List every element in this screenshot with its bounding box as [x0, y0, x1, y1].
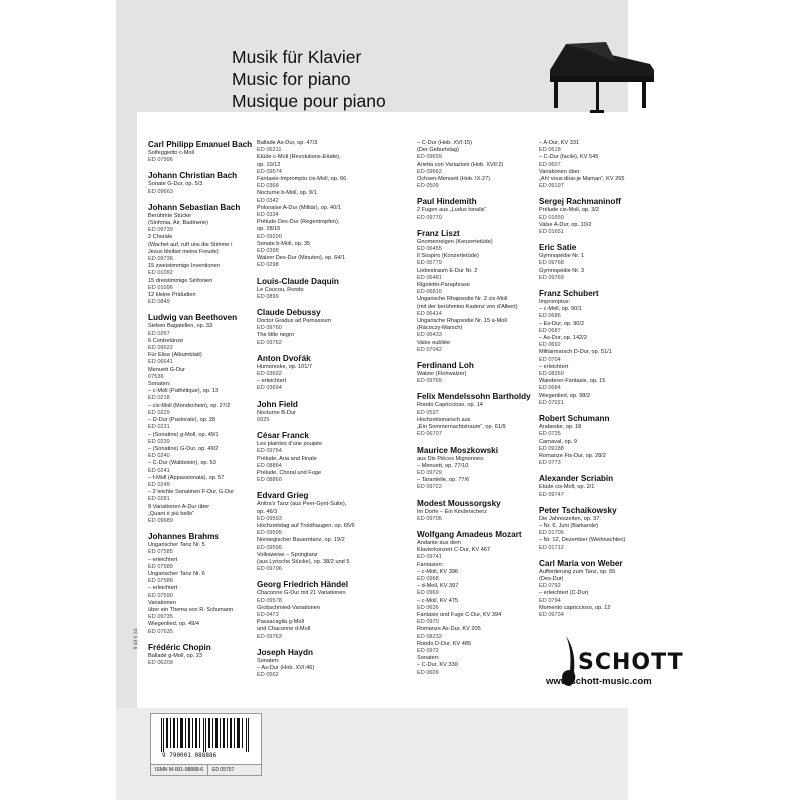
catalog-entry — [257, 354, 407, 393]
work-title: – erleichtert — [148, 585, 178, 592]
work-title: „Ah! vous dirai-je Maman“, KV 265 — [539, 176, 625, 183]
edition-code: ED 0684 — [539, 385, 561, 392]
work-title: Valse A-Dur, op. 10/2 — [539, 221, 592, 228]
composer-name: Johann Christian Bach — [148, 171, 238, 181]
work-title: Fantasie und Fuge C-Dur, KV 394 — [417, 611, 502, 618]
work-title: Chaconne G-Dur mit 21 Variationen — [257, 590, 346, 597]
edition-code: ED 09741 — [417, 554, 442, 561]
catalog-column-2 — [257, 140, 407, 686]
composer-name: César Franck — [257, 431, 309, 441]
work-title: op. 28/15 — [257, 226, 281, 233]
work-title: (aus Lyrische Stücke), op. 38/2 und 5 — [257, 558, 350, 565]
edition-code: ED 0298 — [257, 262, 279, 269]
catalog-entry — [539, 559, 669, 619]
composer-name: John Field — [257, 399, 298, 409]
work-title: Ballade As-Dur, op. 47/3 — [257, 140, 318, 146]
work-title: Sonaten: — [148, 381, 171, 388]
work-title: – c-Moll (Pathétique), op. 13 — [148, 388, 219, 395]
work-title: Ochsen-Menuett (Hob. IX:27) — [417, 176, 491, 183]
work-title: Menuett G-Dur — [148, 366, 185, 373]
edition-code: ED 0342 — [257, 197, 279, 204]
work-title: The little negro — [257, 332, 295, 339]
work-title: – f-Moll (Appassionata), op. 57 — [148, 474, 225, 481]
work-title: Le Coucou, Rondo — [257, 286, 304, 293]
work-title: – Es-Dur, op. 90/2 — [539, 320, 585, 327]
work-title: – Nr. 6, Juni (Barkarole) — [539, 522, 599, 529]
edition-code: ED 09595 — [257, 530, 282, 537]
edition-code: ED 0725 — [539, 431, 561, 438]
work-title: Ungarische Rhapsodie Nr. 15 a-Moll — [417, 318, 507, 325]
work-title: Prélude, Choral und Fuge — [257, 469, 322, 476]
work-title: Romanze Fis-Dur, op. 28/2 — [539, 452, 606, 459]
work-title: Ungarischer Tanz Nr. 6 — [148, 570, 205, 577]
edition-code: ED 09770 — [417, 214, 442, 221]
edition-code: ED 09729 — [417, 469, 442, 476]
work-title: Etüde cis-Moll, op. 2/1 — [539, 484, 595, 491]
composer-name: Wolfgang Amadeus Mozart — [417, 529, 522, 539]
work-title: – 2 leichte Sonatinen F-Dur, G-Dur — [148, 489, 235, 496]
work-title: Nocturne B-Dur — [257, 409, 296, 416]
work-title: – C-Dur (Hob. XVI:15) — [417, 140, 473, 146]
composer-name: Franz Schubert — [539, 289, 599, 299]
edition-code: ED 07021 — [539, 399, 564, 406]
work-title: – c-Moll, KV 475 — [417, 597, 459, 604]
catalog-entry — [539, 506, 669, 552]
edition-code: ED 03692 — [257, 371, 282, 378]
composer-name: Alexander Scriabin — [539, 474, 614, 484]
catalog-column-4 — [539, 140, 669, 626]
work-title: Gymnopédie Nr. 1 — [539, 253, 585, 260]
edition-code: ED 03694 — [257, 385, 282, 392]
work-title: Gymnopédie Nr. 3 — [539, 267, 585, 274]
work-title: – Nr. 12, Dezember (Weihnachten) — [539, 537, 626, 544]
edition-code: ED 01651 — [539, 229, 564, 236]
work-title: Gnomenreigen (Konzertetüde) — [417, 238, 493, 245]
work-title: und Chaconne d-Moll — [257, 626, 311, 633]
edition-code: ED 0686 — [539, 313, 561, 320]
work-title: Polonaise A-Dur (Militär), op. 40/1 — [257, 204, 341, 211]
work-title: Fantasien: — [417, 561, 444, 568]
publisher-url: www.schott-music.com — [546, 676, 652, 687]
work-title: (Des-Dur) — [539, 575, 564, 582]
work-title: Prélude cis-Moll, op. 3/2 — [539, 207, 600, 214]
edition-code: ED 0972 — [417, 647, 439, 654]
edition-code: ED 0704 — [539, 356, 561, 363]
work-title: Romanze As-Dur, KV 205 — [417, 626, 481, 633]
edition-code: ED 0218 — [148, 395, 170, 402]
edition-code: ED 07585 — [148, 549, 173, 556]
edition-code: ED 06707 — [417, 431, 442, 438]
composer-name: Maurice Moszkowski — [417, 445, 498, 455]
edition-code: ED 0899 — [257, 293, 279, 300]
catalog-entry — [257, 400, 407, 424]
work-title: – As-Dur, op. 142/2 — [539, 335, 587, 342]
work-title: Hochzeitstag auf Troldhaugen, op. 65/6 — [257, 522, 355, 529]
edition-code: ED 09593 — [257, 515, 282, 522]
work-title: Fantasie-Impromptu cis-Moll, op. 66 — [257, 176, 347, 183]
edition-code: ED 09706 — [257, 566, 282, 573]
catalog-entry — [539, 197, 669, 236]
edition-code: ED 09763 — [257, 633, 282, 640]
composer-name: Robert Schumann — [539, 414, 610, 424]
edition-code: ED 0368 — [257, 183, 279, 190]
work-title: Sonate G-Dur, op. 5/3 — [148, 181, 203, 188]
work-title: – A-Dur, KV 331 — [539, 140, 580, 146]
composer-name: Peter Tschaikowsky — [539, 505, 617, 515]
edition-code: ED 06211 — [257, 147, 282, 154]
work-title: Impromptus: — [539, 299, 571, 306]
work-title: – D-Dur (Pastorale), op. 28 — [148, 417, 216, 424]
work-title: (mit der berühmten Kadenz von d'Albert) — [417, 303, 518, 310]
edition-code: ED 0970 — [417, 619, 439, 626]
composer-name: Anton Dvořák — [257, 353, 311, 363]
work-title: 12 kleine Präludien — [148, 292, 196, 299]
catalog-entry — [539, 474, 669, 498]
work-title: – C-Dur, KV 330 — [417, 662, 458, 669]
edition-code: ED 06779 — [417, 260, 442, 267]
work-title: Andante aus dem — [417, 539, 461, 546]
work-title: Passacaglia g-Moll — [257, 619, 304, 626]
work-title: 6 Contretänze — [148, 337, 184, 344]
work-title: Rondo D-Dur, KV 485 — [417, 640, 472, 647]
edition-code: ED 08860 — [257, 477, 282, 484]
work-title: – (Sonatine) G-Dur, op. 49/2 — [148, 445, 219, 452]
work-title: – erleichtert — [539, 363, 569, 370]
ismn-row — [150, 765, 262, 776]
catalog-entry — [257, 491, 407, 573]
edition-code: ED 09659 — [417, 154, 442, 161]
work-title: Sonaten: — [417, 655, 440, 662]
work-title: aus Dix Pièces Mignonnes: — [417, 455, 485, 462]
edition-code: ED 07586 — [148, 578, 173, 585]
sideways-code: 9 48 6 34 — [133, 628, 140, 650]
edition-code: ED 0509 — [417, 183, 439, 190]
publisher-name: SCHOTT — [578, 650, 684, 675]
work-title: Norwegischer Bauerntanz, op. 19/2 — [257, 537, 345, 544]
edition-code: ED 0473 — [257, 611, 279, 618]
edition-code: ED 09574 — [257, 168, 282, 175]
work-title: Etüde c-Moll (Revolutions-Etüde), — [257, 154, 341, 161]
edition-code: ED 06433 — [417, 332, 442, 339]
composer-name: Ferdinand Loh — [417, 361, 474, 371]
work-title: Humoreske, op. 101/7 — [257, 363, 313, 370]
work-title: „Quant è più bello“ — [148, 510, 195, 517]
edition-code: ED 07635 — [148, 628, 173, 635]
composer-name: Carl Philipp Emanuel Bach — [148, 140, 253, 149]
work-title: Wanderer-Fantasie, op. 15 — [539, 378, 606, 385]
edition-code: ED 0267 — [148, 330, 170, 337]
edition-code: ED 01650 — [539, 214, 564, 221]
composer-name: Johannes Brahms — [148, 532, 219, 542]
work-title: Walzer (Flohwalzer) — [417, 371, 467, 378]
edition-code: ED 0773 — [539, 460, 561, 467]
catalog-entry — [257, 648, 407, 680]
catalog-entry — [257, 431, 407, 484]
edition-code: ED 0281 — [148, 496, 170, 503]
edition-code: ED 0240 — [148, 453, 170, 460]
edition-code: ED 09197 — [539, 183, 564, 190]
edition-code: ED 0794 — [539, 597, 561, 604]
edition-code: ED 07996 — [148, 157, 173, 164]
edition-code: ED 06641 — [148, 359, 173, 366]
work-title: – d-Moll, KV 397 — [417, 583, 459, 590]
work-title: Jesus bleibet meine Freude) — [148, 248, 219, 255]
edition-code: ED 09760 — [257, 325, 282, 332]
composer-name: Frédéric Chopin — [148, 642, 211, 652]
composer-name: Modest Moussorgsky — [417, 498, 501, 508]
work-title: 2 Choräle — [148, 234, 173, 241]
edition-code: ED 06810 — [417, 289, 442, 296]
edition-code: ED 07042 — [417, 346, 442, 353]
composer-name: Georg Friedrich Händel — [257, 580, 348, 590]
work-title: Rigoletto-Paraphrase — [417, 282, 470, 289]
work-title: op. 10/12 — [257, 161, 281, 168]
edition-code: ED 09200 — [257, 233, 282, 240]
work-title: Les plaintes d'une poupée — [257, 441, 323, 448]
composer-name: Felix Mendelssohn Bartholdy — [417, 392, 531, 402]
edition-code: ED 09188 — [539, 445, 564, 452]
edition-code: ED 0792 — [539, 583, 561, 590]
ismn-label: ISMN M-001-08888-6 — [151, 765, 208, 775]
edition-code: ED 0334 — [257, 212, 279, 219]
edition-code: ED 09705 — [417, 515, 442, 522]
edition-code: 0925 — [257, 416, 270, 423]
composer-name: Edvard Grieg — [257, 491, 309, 501]
work-title: Klavierkonzert C-Dur, KV 467 — [417, 547, 491, 554]
work-title: Liebestraum E-Dur Nr. 2 — [417, 267, 478, 274]
composer-name: Franz Liszt — [417, 228, 460, 238]
title-french: Musique pour piano — [232, 91, 386, 111]
composer-name: Sergej Rachmaninoff — [539, 197, 621, 207]
barcode-bars-icon — [151, 714, 261, 754]
work-title: über ein Thema von R. Schumann — [148, 606, 234, 613]
work-title: Wiegenlied, op. 49/4 — [148, 621, 199, 628]
work-title: Sieben Bagatellen, op. 33 — [148, 323, 213, 330]
edition-code: ED 09578 — [257, 597, 282, 604]
work-title: Ungarische Rhapsodie Nr. 2 cis-Moll — [417, 296, 508, 303]
work-title: 15 zweistimmige Inventionen — [148, 263, 220, 270]
edition-code: ED 06414 — [417, 310, 442, 317]
catalog-entry — [539, 243, 669, 282]
edition-code: ED 0241 — [148, 467, 170, 474]
composer-name: Claude Debussy — [257, 308, 321, 318]
work-title: Im Dorfe – Ein Kinderscherz — [417, 508, 487, 515]
edition-code: ED 09596 — [257, 544, 282, 551]
work-title: (Sinfonia, Air, Badinerie) — [148, 220, 209, 227]
catalog-entry — [257, 140, 407, 270]
edition-code: ED 0849 — [148, 299, 170, 306]
work-title: Hochzeitsmarsch aus — [417, 416, 471, 423]
edition-code: ED 07590 — [148, 592, 173, 599]
work-title: Für Elise (Albumblatt) — [148, 352, 202, 359]
work-title: Prélude, Aria and Finale — [257, 455, 317, 462]
work-title: Wiegenlied, op. 98/2 — [539, 392, 590, 399]
edition-code: ED 09663 — [148, 188, 173, 195]
edition-code: ED 09764 — [257, 448, 282, 455]
left-margin-bar — [116, 112, 140, 712]
work-title: Die Jahreszeiten, op. 37: — [539, 515, 601, 522]
work-title: – c-Moll, KV 396 — [417, 568, 459, 575]
edition-code: ED 09689 — [148, 517, 173, 524]
edition-code: ED 0398 — [257, 248, 279, 255]
work-title: Nocturne b-Moll, op. 9/1 — [257, 190, 317, 197]
edition-code: ED 09739 — [148, 227, 173, 234]
work-title: – Menuett, op. 77/10 — [417, 462, 469, 469]
edition-code: ED 0692 — [539, 342, 561, 349]
work-title: Valse oubliée — [417, 339, 451, 346]
title-english: Music for piano — [232, 69, 351, 89]
edition-code: ED 08260 — [539, 371, 564, 378]
work-title: – erleichtert — [257, 378, 287, 385]
work-title: Ungarischer Tanz Nr. 5 — [148, 542, 205, 549]
edition-code: ED 09765 — [417, 378, 442, 385]
composer-name: Carl Maria von Weber — [539, 558, 623, 568]
work-title: Aufforderung zum Tanz, op. 65 — [539, 568, 616, 575]
composer-name: Johann Sebastian Bach — [148, 202, 241, 212]
work-title: (Der Geburtstag) — [417, 147, 459, 154]
work-title: Arabeske, op. 18 — [539, 424, 582, 431]
work-title: – C-Dur (Waldstein), op. 53 — [148, 460, 216, 467]
work-title: Walzer Des-Dur (Minuten), op. 64/1 — [257, 255, 346, 262]
work-title: – erleichtert (C-Dur) — [539, 590, 589, 597]
catalog-entry — [257, 580, 407, 640]
work-title: Solfeggietto c-Moll — [148, 150, 195, 156]
edition-code: ED 09769 — [539, 274, 564, 281]
work-title: Rondo Capriccioso, op. 14 — [417, 402, 483, 409]
work-title: 15 dreistimmige Sinfonien — [148, 277, 213, 284]
edition-code: ED 0969 — [417, 590, 439, 597]
work-title: – C-Dur (facile), KV 545 — [539, 154, 599, 161]
work-title: Berühmte Stücke — [148, 212, 191, 219]
work-title: (Wachet auf, ruft uns die Stimme / — [148, 241, 233, 248]
work-title: „Ein Sommernachtstraum“, op. 61/9 — [417, 424, 506, 431]
catalog-entry — [539, 140, 669, 190]
edition-code: ED 0502 — [257, 672, 279, 679]
work-title: Prélude Des-Dur (Regentropfen), — [257, 219, 340, 226]
work-title: Variationen über — [539, 168, 580, 175]
edition-code: ED 0687 — [539, 327, 561, 334]
work-title: – cis-Moll (Mondschein), op. 27/2 — [148, 402, 231, 409]
composer-name: Joseph Haydn — [257, 647, 313, 657]
edition-code: ED 09622 — [148, 345, 173, 352]
work-title: Anitra's Tanz (aus Peer-Gynt-Suite), — [257, 501, 347, 508]
work-title: – (Sonatine) g-Moll, op. 49/1 — [148, 431, 219, 438]
edition-code: ED 01706 — [539, 530, 564, 537]
work-title: op. 46/3 — [257, 508, 278, 515]
title-block — [232, 46, 386, 112]
work-title: (Rácoczy-Marsch) — [417, 325, 463, 332]
composer-name: Louis-Claude Daquin — [257, 276, 339, 286]
edition-code: ED 0245 — [148, 481, 170, 488]
work-title: Momento capriccioso, op. 12 — [539, 604, 611, 611]
grand-piano-icon — [546, 40, 658, 118]
edition-number: ED 05757 — [212, 767, 235, 773]
edition-code: ED 0607 — [539, 161, 561, 168]
edition-code: ED 09662 — [417, 168, 442, 175]
edition-code: ED 08232 — [417, 633, 442, 640]
work-title: Sonaten: — [257, 657, 280, 664]
catalog-entry — [539, 414, 669, 467]
work-title: Sonate b-Moll, op. 35 — [257, 240, 311, 247]
composer-name: Ludwig van Beethoven — [148, 313, 238, 323]
edition-code: ED 0636 — [417, 604, 439, 611]
work-title: – c-Moll, op. 90/1 — [539, 306, 582, 313]
edition-code: ED 09735 — [148, 614, 173, 621]
catalog-entry — [539, 289, 669, 407]
edition-code: ED 01712 — [539, 544, 564, 551]
catalog-entry — [257, 277, 407, 301]
composer-name: Eric Satie — [539, 243, 577, 253]
work-title: Ballade g-Moll, op. 23 — [148, 652, 203, 659]
work-title: Militärmarsch D-Dur, op. 51/1 — [539, 349, 612, 356]
title-german: Musik für Klavier — [232, 47, 362, 67]
edition-code: ED 07589 — [148, 563, 173, 570]
work-title: Grobschmied-Variationen — [257, 604, 321, 611]
work-title: – As-Dur (Hob. XVI:46) — [257, 664, 315, 671]
edition-code: ED 0231 — [148, 424, 170, 431]
work-title: Volksweise – Springtanz — [257, 551, 318, 558]
work-title: Doctor Gradus ad Parnassum — [257, 318, 331, 325]
work-title: – Tarantelle, op. 77/6 — [417, 477, 470, 484]
work-title: Il Sospiro (Konzertetüde) — [417, 253, 479, 260]
edition-code: ED 09734 — [539, 611, 564, 618]
edition-code: 07536 — [148, 373, 164, 380]
edition-code: ED 09762 — [257, 339, 282, 346]
work-title: – erleichtert — [148, 556, 178, 563]
edition-code: ED 0239 — [148, 438, 170, 445]
composer-name: Paul Hindemith — [417, 197, 477, 207]
edition-code: ED 0968 — [417, 575, 439, 582]
edition-code: ED 0537 — [417, 409, 439, 416]
edition-code: ED 01092 — [148, 270, 173, 277]
edition-code: ED 0609 — [417, 669, 439, 676]
work-title: Arietta con Variazioni (Hob. XVII:2) — [417, 161, 504, 168]
edition-code: ED 06481 — [417, 274, 442, 281]
catalog-entry — [257, 308, 407, 347]
work-title: 9 Variationen A-Dur über — [148, 503, 210, 510]
work-title: Variationen — [148, 599, 176, 606]
edition-code: ED 0618 — [539, 147, 561, 154]
work-title: 2 Fugen aus „Ludus tonalis“ — [417, 207, 487, 214]
edition-code: ED 01096 — [148, 284, 173, 291]
barcode-number: 9 790001 088886 — [162, 752, 217, 759]
edition-code: ED 0229 — [148, 409, 170, 416]
edition-code: ED 06209 — [148, 659, 173, 666]
edition-code: ED 09747 — [539, 491, 564, 498]
edition-code: ED 06455 — [417, 246, 442, 253]
edition-code: ED 09768 — [539, 260, 564, 267]
work-title: Carnaval, op. 9 — [539, 438, 577, 445]
edition-code: ED 09736 — [148, 256, 173, 263]
edition-code: ED 08864 — [257, 462, 282, 469]
edition-code: ED 09722 — [417, 484, 442, 491]
